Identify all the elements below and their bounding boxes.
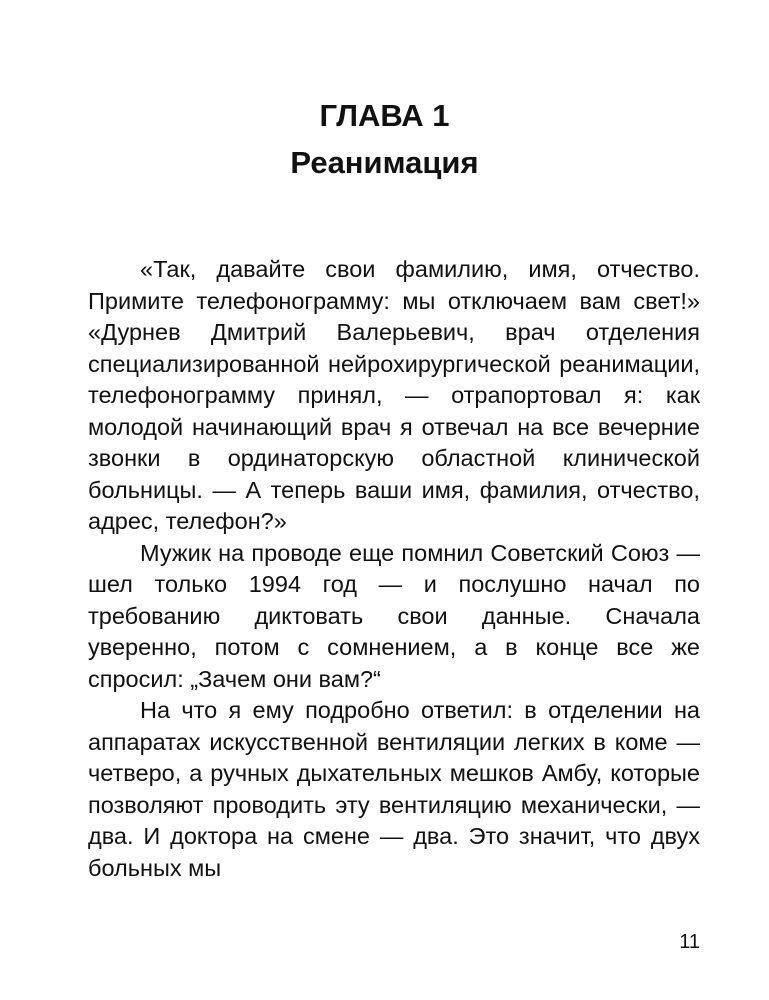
chapter-number: ГЛАВА 1 xyxy=(319,98,450,133)
paragraph: «Так, давайте свои фамилию, имя, отчество. Примите телефонограмму: мы отключаем вам свет!» «Дурнев Дмитрий Валерьевич, врач отделения специализированной нейрохирургической реанимации, телефонограмму принял, — отрапортовал я: как молодой начинающий врач я отвечал на все вечерние звонки в ординаторскую областной клинической больницы. — А теперь ваши имя, фамилия, отчество, адрес, телефон?» xyxy=(88,256,700,534)
paragraph: Мужик на проводе еще помнил Советский Союз — шел только 1994 год — и послушно начал по требованию диктовать свои данные. Сначала уверенно, потом с сомнением, а в конце все же спросил: „Зачем они вам?“ xyxy=(88,539,700,692)
page-number: 11 xyxy=(679,931,700,953)
chapter-body xyxy=(88,254,700,884)
chapter-heading xyxy=(0,92,769,186)
chapter-title: Реанимация xyxy=(290,145,479,180)
paragraph: На что я ему подробно ответил: в отделении на аппаратах искусственной вентиляции легких в коме — четверо, а ручных дыхательных мешков Амбу, которые позволяют проводить эту вентиляцию механически, — два. И доктора на смене — два. Это значит, что двух больных мы xyxy=(88,697,700,881)
